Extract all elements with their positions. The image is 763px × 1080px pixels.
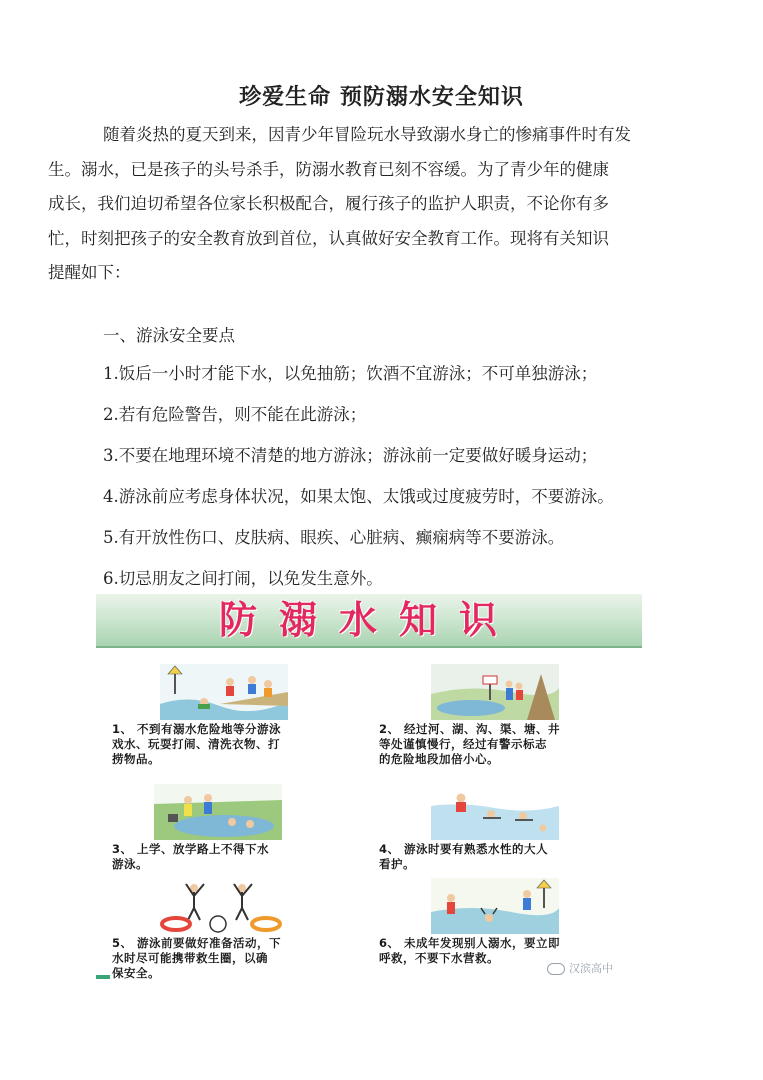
tip-caption: 1、 不到有溺水危险地等分游泳 戏水、玩耍打闹、清洗衣物、打 捞物品。	[112, 722, 282, 766]
tip-card-4	[379, 784, 641, 874]
intro-paragraph	[48, 118, 693, 291]
children-playing-by-river-picture	[160, 664, 288, 720]
intro-line: 忙，时刻把孩子的安全教育放到首位，认真做好安全教育工作。现将有关知识	[48, 228, 609, 248]
intro-line: 成长，我们迫切希望各位家长积极配合，履行孩子的监护人职责，不论你有多	[48, 194, 609, 213]
poster-corner-accent	[96, 975, 110, 979]
calling-for-help-picture	[431, 878, 559, 934]
intro-line: 提醒如下：	[48, 263, 131, 282]
rule-item: 2.若有危险警告，则不能在此游泳；	[103, 405, 367, 424]
watermark: 汉滨高中	[547, 960, 613, 976]
tip-card-1	[112, 664, 374, 774]
page-title: 珍爱生命 预防溺水安全知识	[239, 84, 524, 110]
students-in-water-picture	[154, 784, 282, 840]
adult-supervising-swimmers-picture	[431, 784, 559, 840]
rule-item: 5.有开放性伤口、皮肤病、眼疾、心脏病、癫痫病等不要游泳。	[103, 528, 565, 547]
tip-caption: 6、 未成年发现别人溺水，要立即 呼救，不要下水营救。	[379, 936, 561, 965]
tip-card-2	[379, 664, 641, 774]
drowning-prevention-poster	[96, 594, 642, 982]
wechat-icon	[547, 963, 565, 975]
tip-caption: 4、 游泳时要有熟悉水性的大人 看护。	[379, 842, 549, 871]
tip-card-5	[112, 878, 374, 982]
warning-sign-by-pond-picture	[431, 664, 559, 720]
section-heading: 一、游泳安全要点	[103, 326, 235, 345]
rule-item: 4.游泳前应考虑身体状况，如果太饱、太饿或过度疲劳时，不要游泳。	[103, 487, 614, 506]
tip-card-3	[112, 784, 374, 874]
poster-banner	[96, 594, 642, 648]
rule-item: 3.不要在地理环境不清楚的地方游泳；游泳前一定要做好暖身运动；	[103, 446, 598, 465]
tip-caption: 5、 游泳前要做好准备活动，下 水时尽可能携带救生圈，以确 保安全。	[112, 936, 282, 980]
children-warming-up-picture	[158, 878, 286, 934]
intro-line: 生。溺水，已是孩子的头号杀手，防溺水教育已刻不容缓。为了青少年的健康	[48, 159, 609, 179]
intro-line: 随着炎热的夏天到来，因青少年冒险玩水导致溺水身亡的惨痛事件时有发	[103, 125, 631, 144]
rule-item: 6.切忌朋友之间打闹，以免发生意外。	[103, 569, 383, 588]
poster-banner-title: 防溺水知识	[218, 598, 519, 642]
rule-item: 1.饭后一小时才能下水，以免抽筋；饮酒不宜游泳；不可单独游泳；	[103, 364, 598, 383]
tip-caption: 2、 经过河、湖、沟、渠、塘、井 等处谨慎慢行，经过有警示标志 的危险地段加倍小心。	[379, 722, 561, 766]
safety-rules-list	[103, 360, 683, 606]
tip-caption: 3、 上学、放学路上不得下水 游泳。	[112, 842, 270, 871]
